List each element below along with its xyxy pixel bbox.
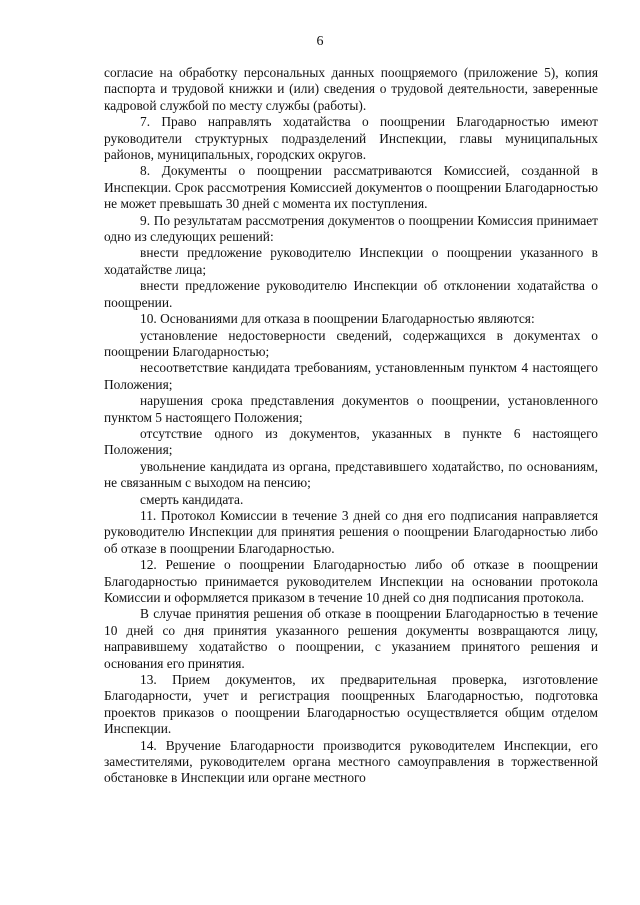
paragraph-10-reason-1: установление недостоверности сведений, содержащихся в документах о поощрении Благодарностью; xyxy=(104,327,598,359)
paragraph-12: 12. Решение о поощрении Благодарностью либо об отказе в поощрении Благодарностью принимается руководителем Инспекции на основании протокола Комиссии и оформляется приказом в течение 10 дней со дня подписания протокола. xyxy=(104,557,598,605)
paragraph-10: 10. Основаниями для отказа в поощрении Благодарностью являются: xyxy=(140,311,535,327)
paragraph-13: 13. Прием документов, их предварительная проверка, изготовление Благодарности, учет и регистрация поощренных Благодарностью, подготовка проектов приказов о поощрении Благодарностью осуществляется общим отделом Инспекции. xyxy=(104,672,598,737)
paragraph-10-reason-5: увольнение кандидата из органа, представившего ходатайство, по основаниям, не связанным с выходом на пенсию; xyxy=(104,458,598,491)
paragraph-12-refusal: В случае принятия решения об отказе в поощрении Благодарностью в течение 10 дней со дня принятия указанного решения документы возвращаются лицу, направившему ходатайство о поощрении, с указанием принятого решения и основания его принятия. xyxy=(104,606,598,671)
paragraph-14: 14. Вручение Благодарности производится руководителем Инспекции, его заместителями, руководителем органа местного самоуправления в торжественной обстановке в Инспекции или органе местного xyxy=(104,737,598,786)
paragraph-8: 8. Документы о поощрении рассматриваются Комиссией, созданной в Инспекции. Срок рассмотрения Комиссией документов о поощрении Благодарностью не может превышать 30 дней с момента их поступления. xyxy=(104,163,598,212)
paragraph-9: 9. По результатам рассмотрения документов о поощрении Комиссия принимает одно из следующих решений: xyxy=(104,212,598,245)
paragraph-9-option-1: внести предложение руководителю Инспекции о поощрении указанного в ходатайстве лица; xyxy=(104,245,598,277)
paragraph-9-option-2: внести предложение руководителю Инспекции об отклонении ходатайства о поощрении. xyxy=(104,278,598,310)
document-body xyxy=(104,65,598,787)
paragraph-7: 7. Право направлять ходатайства о поощрении Благодарностью имеют руководители структурных подразделений Инспекции, главы муниципальных районов, муниципальных, городских округов. xyxy=(104,114,598,163)
paragraph-11: 11. Протокол Комиссии в течение 3 дней со дня его подписания направляется руководителю Инспекции для принятия решения о поощрении Благодарностью либо об отказе в поощрении Благодарностью. xyxy=(104,507,598,556)
paragraph-10-reason-2: несоответствие кандидата требованиям, установленным пунктом 4 настоящего Положения; xyxy=(104,360,598,392)
page-number: 6 xyxy=(316,34,324,49)
paragraph-10-reason-4: отсутствие одного из документов, указанных в пункте 6 настоящего Положения; xyxy=(104,425,598,458)
paragraph-consent-continuation: согласие на обработку персональных данных поощряемого (приложение 5), копия паспорта и трудовой книжки и (или) сведения о трудовой деятельности, заверенные кадровой службой по месту службы (работы). xyxy=(104,65,598,113)
paragraph-10-reason-6: смерть кандидата. xyxy=(140,491,244,507)
paragraph-10-reason-3: нарушения срока представления документов о поощрении, установленного пунктом 5 настоящего Положения; xyxy=(104,393,598,425)
